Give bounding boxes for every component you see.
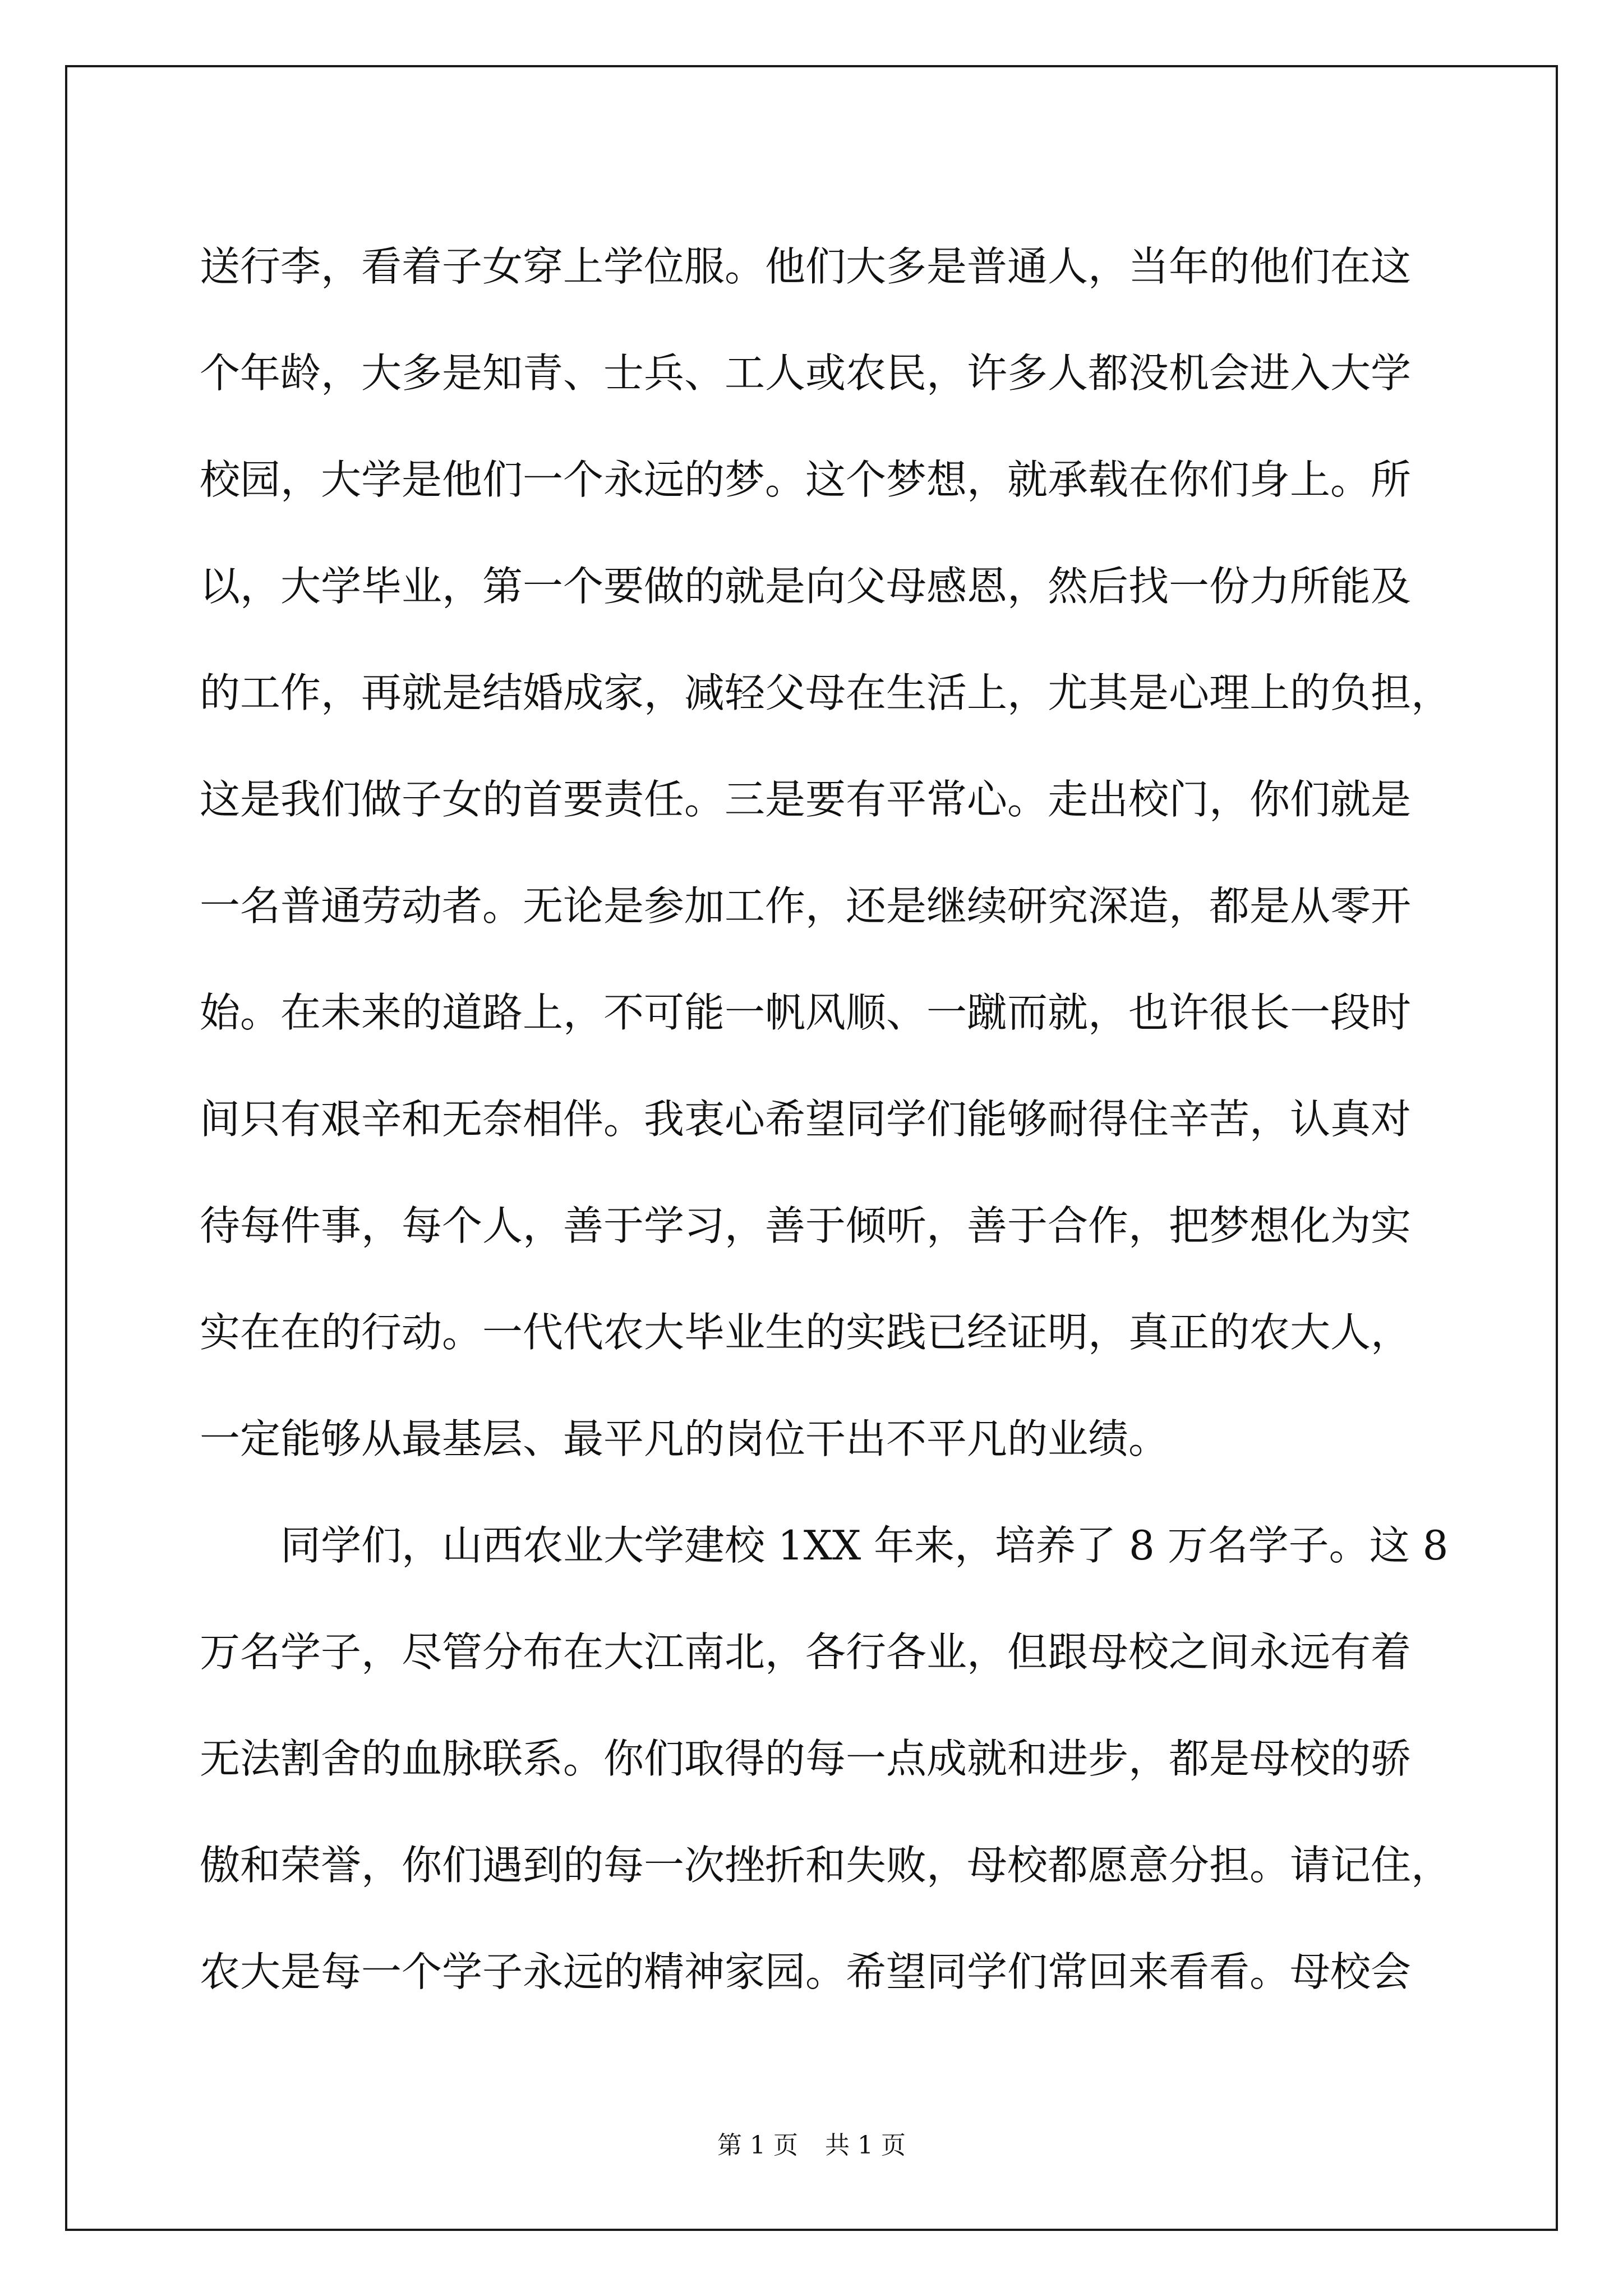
page-number: 第 1 页 <box>717 2131 798 2160</box>
text-line: 实在在的行动。一代代农大毕业生的实践已经证明，真正的农大人， <box>200 1309 1412 1356</box>
page-footer <box>0 2125 1623 2161</box>
text-line: 送行李，看着子女穿上学位服。他们大多是普通人，当年的他们在这 <box>200 243 1412 290</box>
text-line: 以，大学毕业，第一个要做的就是向父母感恩，然后找一份力所能及 <box>200 563 1412 610</box>
text-line: 农大是每一个学子永远的精神家园。希望同学们常回来看看。母校会 <box>200 1948 1412 1995</box>
text-line: 间只有艰辛和无奈相伴。我衷心希望同学们能够耐得住辛苦，认真对 <box>200 1096 1412 1143</box>
text-line: 一定能够从最基层、最平凡的岗位干出不平凡的业绩。 <box>200 1415 1169 1462</box>
text-line: 万名学子，尽管分布在大江南北，各行各业，但跟母校之间永远有着 <box>200 1628 1412 1676</box>
text-line: 的工作，再就是结婚成家，减轻父母在生活上，尤其是心理上的负担， <box>200 669 1452 716</box>
text-line: 校园，大学是他们一个永远的梦。这个梦想，就承载在你们身上。所 <box>200 456 1412 503</box>
text-line: 这是我们做子女的首要责任。三是要有平常心。走出校门，你们就是 <box>200 776 1412 823</box>
paragraph-1 <box>200 213 1452 1492</box>
text-line: 同学们，山西农业大学建校 1XX 年来，培养了 8 万名学子。这 8 <box>280 1522 1449 1569</box>
text-line: 一名普通劳动者。无论是参加工作，还是继续研究深造，都是从零开 <box>200 882 1412 930</box>
text-line: 傲和荣誉，你们遇到的每一次挫折和失败，母校都愿意分担。请记住， <box>200 1842 1452 1889</box>
text-line: 无法割舍的血脉联系。你们取得的每一点成就和进步，都是母校的骄 <box>200 1735 1412 1782</box>
document-body <box>200 213 1452 2025</box>
text-line: 始。在未来的道路上，不可能一帆风顺、一蹴而就，也许很长一段时 <box>200 989 1412 1036</box>
paragraph-2 <box>200 1492 1452 2025</box>
page-total: 共 1 页 <box>825 2131 906 2160</box>
text-line: 个年龄，大多是知青、士兵、工人或农民，许多人都没机会进入大学 <box>200 349 1412 397</box>
text-line: 待每件事，每个人，善于学习，善于倾听，善于合作，把梦想化为实 <box>200 1202 1412 1249</box>
